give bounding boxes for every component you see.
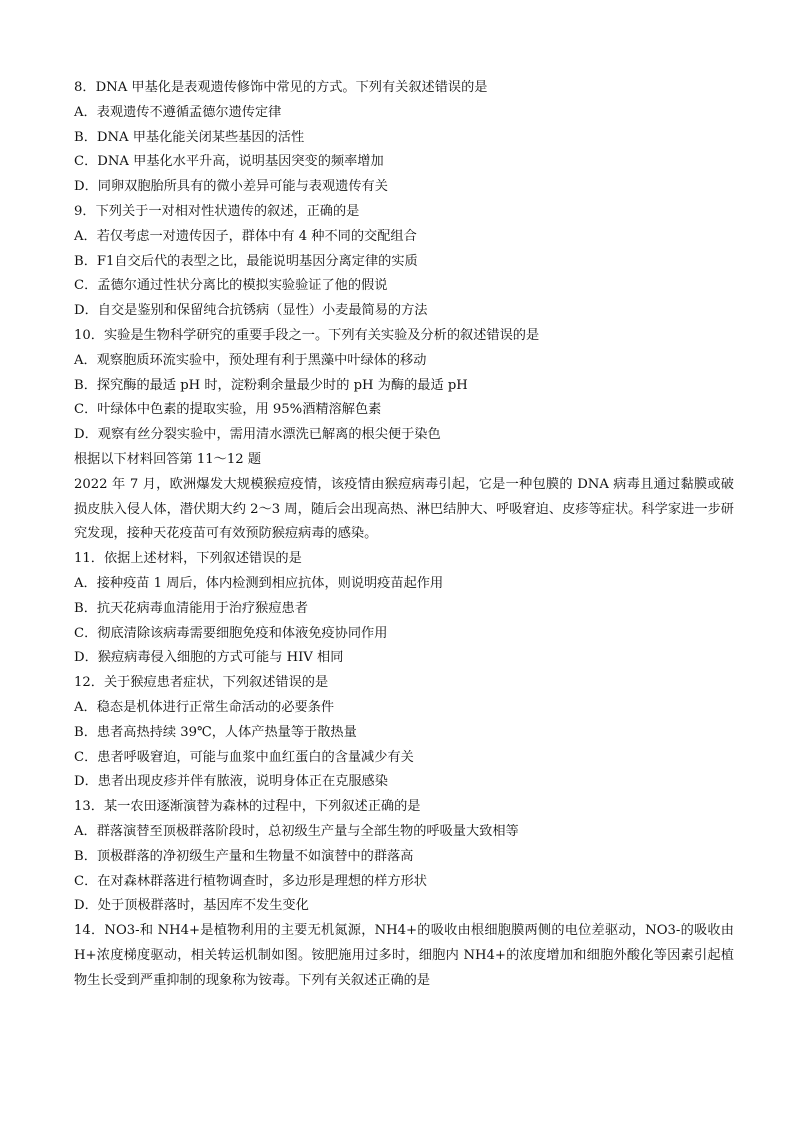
question-12-option-a: A．稳态是机体进行正常生命活动的必要条件: [74, 699, 335, 715]
question-13-stem: 13．某一农田逐渐演替为森林的过程中，下列叙述正确的是: [74, 799, 421, 815]
material-intro: 根据以下材料回答第 11～12 题: [74, 451, 262, 467]
question-10-option-d: D．观察有丝分裂实验中，需用清水漂洗已解离的根尖便于染色: [74, 427, 441, 443]
question-11-option-b: B．抗天花病毒血清能用于治疗猴痘患者: [74, 600, 308, 616]
question-8-stem: 8．DNA 甲基化是表观遗传修饰中常见的方式。下列有关叙述错误的是: [74, 80, 488, 95]
question-8-option-d: D．同卵双胞胎所具有的微小差异可能与表观遗传有关: [74, 179, 388, 195]
question-8-option-b: B．DNA 甲基化能关闭某些基因的活性: [74, 129, 305, 145]
question-11-option-c: C．彻底清除该病毒需要细胞免疫和体液免疫协同作用: [74, 625, 388, 641]
question-10-option-b: B．探究酶的最适 pH 时，淀粉剩余量最少时的 pH 为酶的最适 pH: [74, 377, 468, 393]
question-12-option-b: B．患者高热持续 39℃，人体产热量等于散热量: [74, 724, 357, 740]
question-10-option-c: C．叶绿体中色素的提取实验，用 95%酒精溶解色素: [74, 402, 382, 418]
question-9-stem: 9．下列关于一对相对性状遗传的叙述，正确的是: [74, 203, 360, 219]
question-11-option-a: A．接种疫苗 1 周后，体内检测到相应抗体，则说明疫苗起作用: [74, 575, 444, 591]
question-12-stem: 12．关于猴痘患者症状，下列叙述错误的是: [74, 675, 329, 691]
question-9-option-d: D．自交是鉴别和保留纯合抗锈病（显性）小麦最简易的方法: [74, 303, 428, 319]
question-10-option-a: A．观察胞质环流实验中，预处理有利于黑藻中叶绿体的移动: [74, 352, 427, 368]
question-12-option-c: C．患者呼吸窘迫，可能与血浆中血红蛋白的含量减少有关: [74, 749, 414, 765]
question-14-stem: 14．NO3-和 NH4+是植物利用的主要无机氮源，NH4+的吸收由根细胞膜两侧的电位差驱动，NO3-的吸收由 H+浓度梯度驱动，相关转运机制如图。铵肥施用过多时，细胞内 NH4+的浓度增加和细胞外酸化等因素引起植物生长受到严重抑制的现象称为铵毒。下列有关叙述正确的是: [74, 923, 734, 988]
question-10-stem: 10．实验是生物科学研究的重要手段之一。下列有关实验及分析的叙述错误的是: [74, 327, 540, 343]
question-9-option-c: C．孟德尔通过性状分离比的模拟实验验证了他的假说: [74, 278, 388, 294]
exam-content: [74, 76, 734, 993]
question-13-option-a: A．群落演替至顶极群落阶段时，总初级生产量与全部生物的呼吸量大致相等: [74, 823, 519, 839]
question-13-option-b: B．顶极群落的净初级生产量和生物量不如演替中的群落高: [74, 848, 414, 864]
question-9-option-b: B．F1自交后代的表型之比，最能说明基因分离定律的实质: [74, 253, 418, 269]
material-text: 2022 年 7 月，欧洲爆发大规模猴痘疫情，该疫情由猴痘病毒引起，它是一种包膜的 DNA 病毒且通过黏膜或破损皮肤入侵人体，潜伏期大约 2～3 周，随后会出现高热、淋巴结肿大、呼吸窘迫、皮疹等症状。科学家进一步研究发现，接种天花疫苗可有效预防猴痘病毒的感染。: [74, 476, 734, 542]
question-9-option-a: A．若仅考虑一对遗传因子，群体中有 4 种不同的交配组合: [74, 228, 417, 244]
question-12-option-d: D．患者出现皮疹并伴有脓液，说明身体正在克服感染: [74, 774, 388, 790]
question-11-option-d: D．猴痘病毒侵入细胞的方式可能与 HIV 相同: [74, 650, 344, 666]
question-13-option-c: C．在对森林群落进行植物调查时，多边形是理想的样方形状: [74, 873, 427, 889]
question-11-stem: 11．依据上述材料，下列叙述错误的是: [74, 551, 302, 567]
question-13-option-d: D．处于顶极群落时，基因库不发生变化: [74, 898, 309, 914]
question-8-option-c: C．DNA 甲基化水平升高，说明基因突变的频率增加: [74, 154, 384, 170]
question-8-option-a: A．表观遗传不遵循孟德尔遗传定律: [74, 104, 282, 120]
